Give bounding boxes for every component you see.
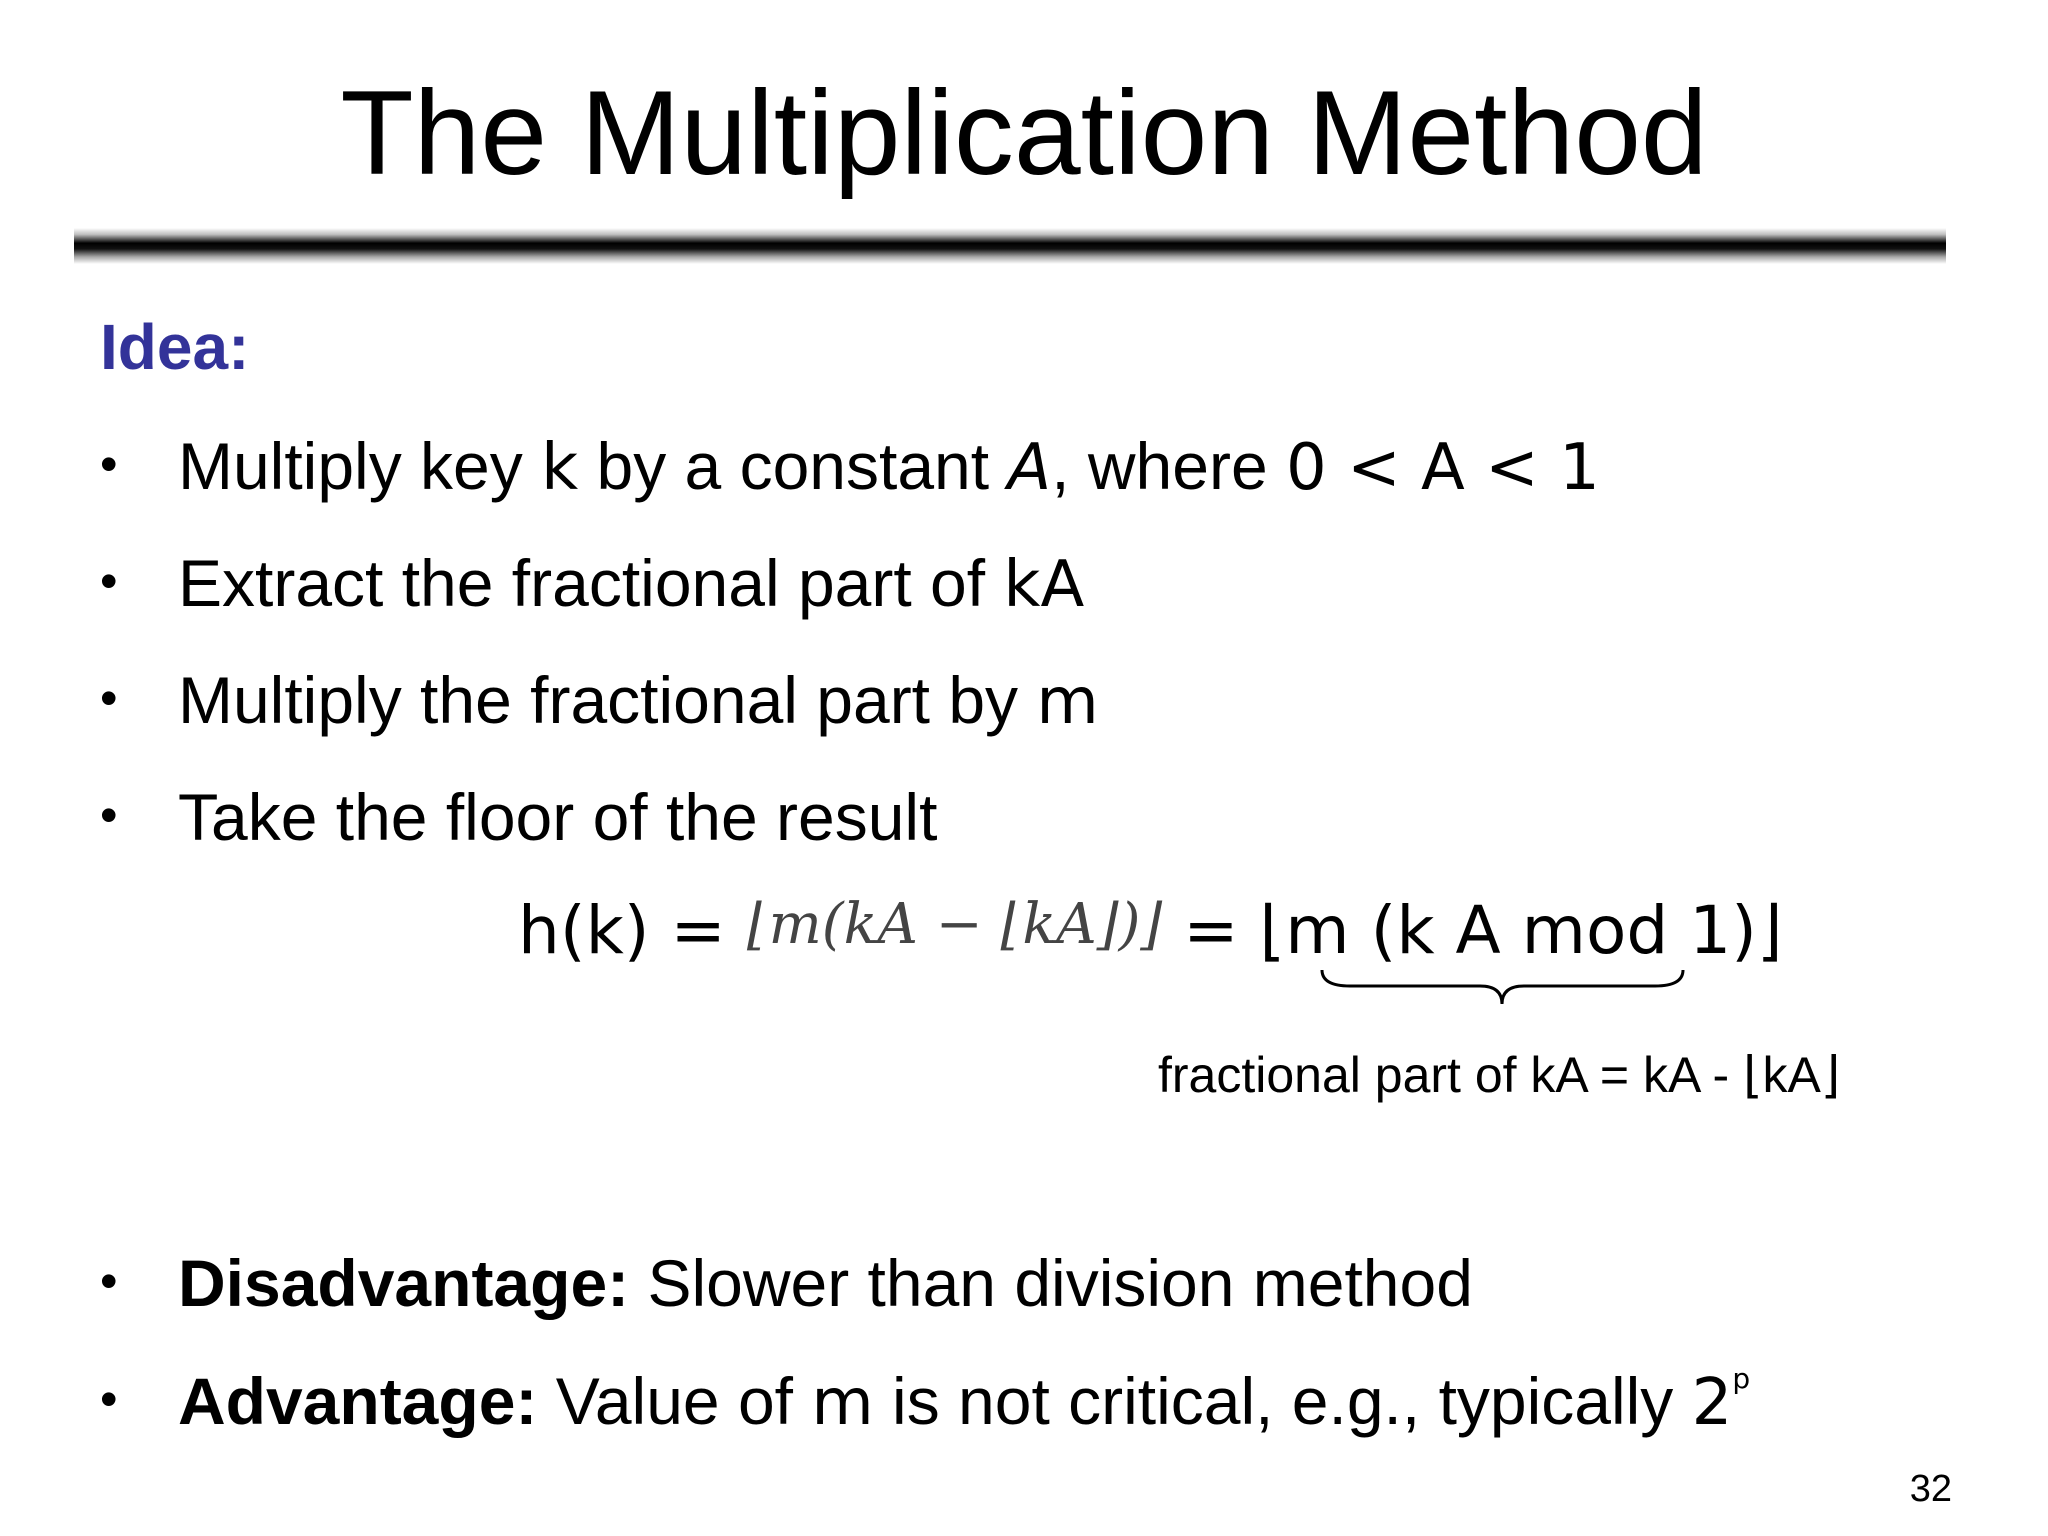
var-m: m [1036, 665, 1099, 739]
disadvantage-text: Slower than division method [629, 1246, 1473, 1320]
bullet-advantage [100, 1362, 1750, 1440]
var-k: k [541, 431, 579, 505]
power-exponent: p [1732, 1362, 1751, 1395]
var-kA: kA [1003, 548, 1085, 622]
bullet-text: by a constant [578, 429, 1008, 503]
var-m: m [811, 1366, 874, 1440]
page-number: 32 [1909, 1468, 1952, 1510]
bullet-take-floor [100, 779, 937, 855]
bullet-disadvantage [100, 1245, 1473, 1321]
bullet-multiply-key [100, 428, 1600, 505]
bullet-dot: • [100, 1253, 118, 1309]
advantage-text: is not critical, e.g., typically [873, 1364, 1692, 1438]
bullet-dot: • [100, 553, 118, 609]
slide-title: The Multiplication Method [340, 66, 1708, 200]
formula-expression-floor: ⌊m(kA − ⌊kA⌋)⌋ [746, 892, 1163, 957]
inequality: 0 < A < 1 [1286, 431, 1600, 505]
fractional-part-note: fractional part of kA = kA - ⌊kA⌋ [1158, 1047, 1841, 1103]
underbrace [1320, 968, 1685, 1008]
bullet-text: Extract the fractional part of [178, 546, 1004, 620]
bullet-multiply-fraction [100, 662, 1099, 739]
idea-heading: Idea: [100, 311, 250, 383]
bullet-dot: • [100, 1371, 118, 1427]
power-base: 2 [1691, 1366, 1733, 1440]
advantage-label: Advantage: [178, 1364, 538, 1438]
bullet-text: Take the floor of the result [178, 780, 938, 854]
bullet-text: Multiply the fractional part by [178, 663, 1037, 737]
bullet-dot: • [100, 670, 118, 726]
disadvantage-label: Disadvantage: [178, 1246, 630, 1320]
bullet-extract-fraction [100, 545, 1084, 622]
hash-formula [518, 892, 1783, 969]
bullet-text: Multiply key [178, 429, 542, 503]
var-A: A [1007, 431, 1052, 505]
formula-lhs: h(k) = [518, 892, 747, 969]
bullet-text: , where [1051, 429, 1286, 503]
formula-equals: = [1162, 892, 1260, 969]
title-divider [74, 228, 1946, 264]
bullet-dot: • [100, 436, 118, 492]
bullet-dot: • [100, 787, 118, 843]
advantage-text: Value of [537, 1364, 812, 1438]
formula-expression-mod: ⌊m (k A mod 1)⌋ [1259, 892, 1783, 969]
